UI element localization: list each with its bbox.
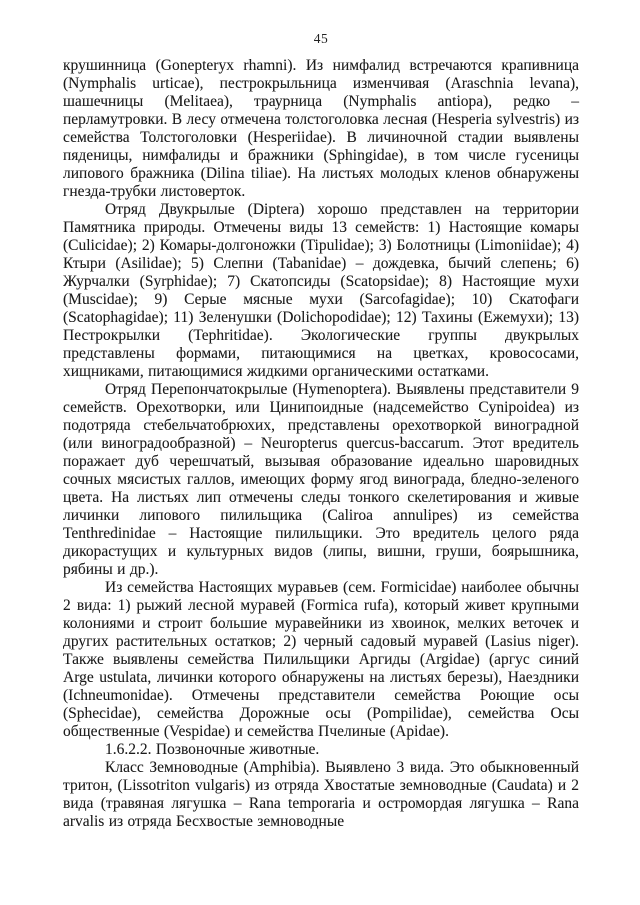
- paragraph-amphibia: Класс Земноводные (Amphibia). Выявлено 3 вида. Это обыкновенный тритон, (Lissotriton vulgaris) из отряда Хвостатые земноводные (Caudata) и 2 вида (травяная лягушка – Rana temporaria и остромордая лягушка – Rana arvalis из отряда Бесхвостые земноводные: [63, 759, 579, 830]
- paragraph-diptera: Отряд Двукрылые (Diptera) хорошо представлен на территории Памятника природы. Отмечены виды 13 семейств: 1) Настоящие комары (Culicidae); 2) Комары-долгоножки (Tipulidae); 3) Болотницы (Limoniidae); 4) Ктыри (Asilidae); 5) Слепни (Tabanidae) – дождевка, бычий слепень; 6) Журчалки (Syrphidae); 7) Скатопсиды (Scatopsidae); 8) Настоящие мухи (Muscidae); 9) Серые мясные мухи (Sarcofagidae); 10) Скатофаги (Scatophagidae); 11) Зеленушки (Dolichopodidae); 12) Тахины (Ежемухи); 13) Пестрокрылки (Tephritidae). Экологические группы двукрылых представлены формами, питающимися на цветках, кровососами, хищниками, питающимися жидкими органическими остатками.: [63, 201, 579, 380]
- page-body: [63, 57, 579, 831]
- paragraph-lepidoptera-continuation: крушинница (Gonepteryx rhamni). Из нимфалид встречаются крапивница (Nymphalis urticae), пестрокрыльница изменчивая (Araschnia levana), шашечницы (Melitaea), траурница (Nymphalis antiopa), редко – перламутровки. В лесу отмечена толстоголовка лесная (Hesperia sylvestris) из семейства Толстоголовки (Hesperiidae). В личиночной стадии выявлены пяденицы, нимфалиды и бражники (Sphingidae), в том числе гусеницы липового бражника (Dilina tiliae). На листьях молодых кленов обнаружены гнезда-трубки листоверток.: [63, 57, 579, 200]
- section-heading-vertebrates: 1.6.2.2. Позвоночные животные.: [105, 741, 320, 758]
- paragraph-formicidae: Из семейства Настоящих муравьев (сем. Formicidae) наиболее обычны 2 вида: 1) рыжий лесной муравей (Formica rufa), который живет крупными колониями и строит большие муравейники из хвоинок, мелких веточек и других растительных остатков; 2) черный садовый муравей (Lasius niger). Также выявлены семейства Пилильщики Аргиды (Argidae) (аргус синий Arge ustulata, личинки которого обнаружены на листьях березы), Наездники (Ichneumonidae). Отмечены представители семейства Роющие осы (Sphecidae), семейства Дорожные осы (Pompilidae), семейства Осы общественные (Vespidae) и семейства Пчелиные (Apidae).: [63, 579, 579, 740]
- paragraph-hymenoptera: Отряд Перепончатокрылые (Hymenoptera). Выявлены представители 9 семейств. Орехотворки, или Цинипоидные (надсемейство Cynipoidea) из подотряда стебельчатобрюхих, представлены орехотворкой виноградной (или виноградообразной) – Neuropterus quercus-baccarum. Этот вредитель поражает дуб черешчатый, вызывая образование идеально шаровидных сочных мясистых галлов, имеющих форму ягод винограда, бледно-зеленого цвета. На листьях лип отмечены следы тонкого скелетирования и живые личинки липового пилильщика (Caliroa annulipes) из семейства Tenthredinidae – Настоящие пилильщики. Это вредитель целого ряда дикорастущих и культурных видов (липы, вишни, груши, боярышника, рябины и др.).: [63, 381, 579, 578]
- page-number: 45: [313, 31, 329, 46]
